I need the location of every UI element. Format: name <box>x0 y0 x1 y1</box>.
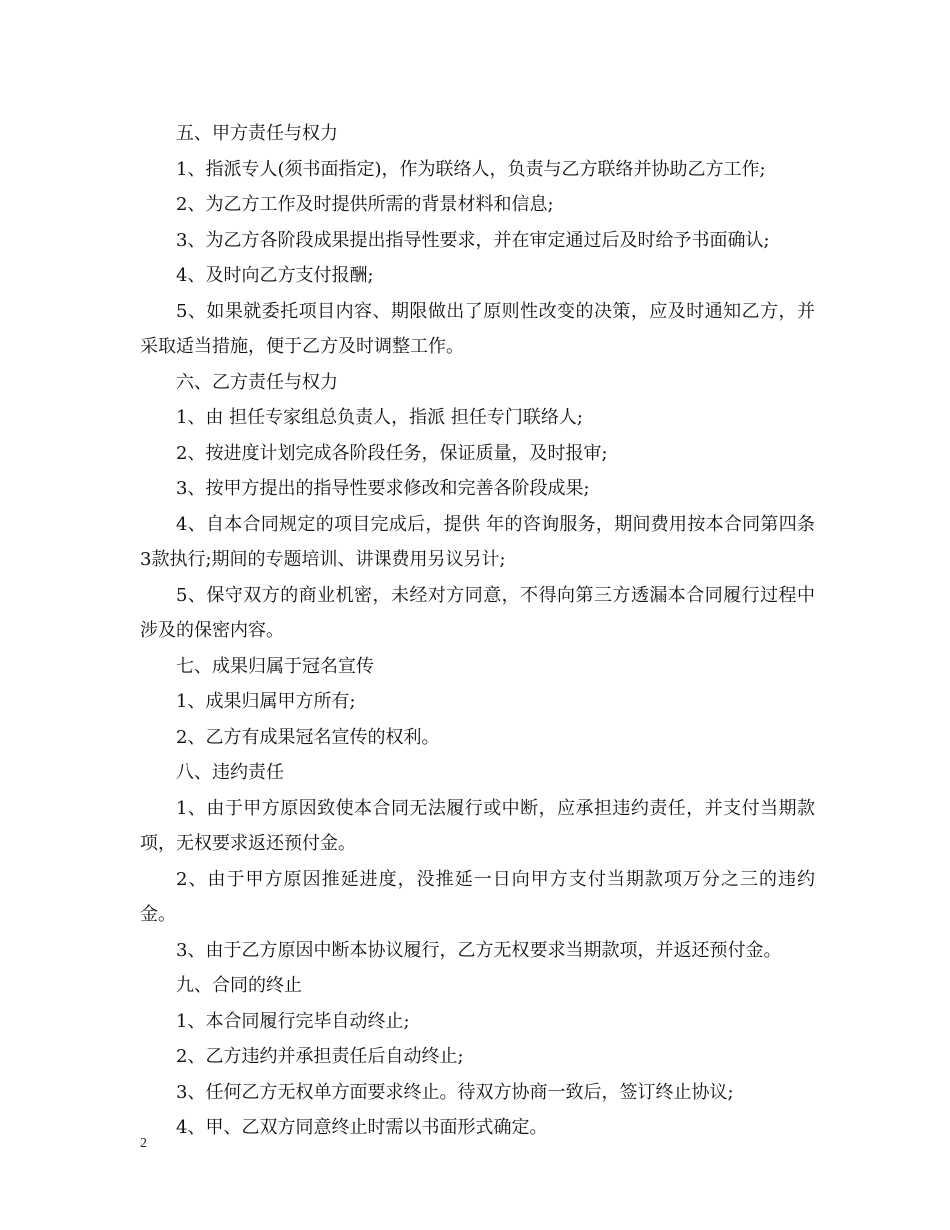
clause-paragraph: 4、自本合同规定的项目完成后，提供 年的咨询服务，期间费用按本合同第四条3款执行;期间的专题培训、讲课费用另议另计; <box>140 513 815 570</box>
clause-paragraph: 5、保守双方的商业机密，未经对方同意，不得向第三方透漏本合同履行过程中涉及的保密内容。 <box>140 584 815 641</box>
clause-paragraph: 3、任何乙方无权单方面要求终止。待双方协商一致后，签订终止协议; <box>176 1081 734 1103</box>
document-body <box>140 116 815 1146</box>
clause-paragraph: 3、按甲方提出的指导性要求修改和完善各阶段成果; <box>176 478 590 499</box>
clause-paragraph: 1、成果归属甲方所有; <box>176 691 356 712</box>
clause-paragraph: 3、为乙方各阶段成果提出指导性要求，并在审定通过后及时给予书面确认; <box>176 229 770 251</box>
clause-paragraph: 3、由于乙方原因中断本协议履行，乙方无权要求当期款项，并返还预付金。 <box>176 939 782 961</box>
section-heading-breach: 八、违约责任 <box>176 762 284 783</box>
clause-paragraph: 1、本合同履行完毕自动终止; <box>176 1010 410 1032</box>
section-heading-party-b: 六、乙方责任与权力 <box>176 371 338 393</box>
page-number: 2 <box>140 1136 147 1151</box>
clause-paragraph: 5、如果就委托项目内容、期限做出了原则性改变的决策，应及时通知乙方，并采取适当措施，便于乙方及时调整工作。 <box>140 300 815 357</box>
section-heading-termination: 九、合同的终止 <box>176 975 302 996</box>
clause-paragraph: 1、由于甲方原因致使本合同无法履行或中断，应承担违约责任，并支付当期款项，无权要求返还预付金。 <box>140 797 815 854</box>
clause-paragraph: 2、由于甲方原因推延进度，没推延一日向甲方支付当期款项万分之三的违约金。 <box>140 868 815 925</box>
clause-paragraph: 2、乙方有成果冠名宣传的权利。 <box>176 726 440 748</box>
section-heading-party-a: 五、甲方责任与权力 <box>176 123 338 144</box>
clause-paragraph: 1、由 担任专家组总负责人，指派 担任专门联络人; <box>176 407 583 428</box>
clause-paragraph: 4、及时向乙方支付报酬; <box>176 265 374 286</box>
clause-paragraph: 2、为乙方工作及时提供所需的背景材料和信息; <box>176 194 554 215</box>
section-heading-ownership: 七、成果归属于冠名宣传 <box>176 655 374 677</box>
clause-paragraph: 4、甲、乙双方同意终止时需以书面形式确定。 <box>176 1117 548 1138</box>
clause-paragraph: 2、按进度计划完成各阶段任务，保证质量，及时报审; <box>176 442 608 464</box>
clause-paragraph: 1、指派专人(须书面指定)，作为联络人，负责与乙方联络并协助乙方工作; <box>176 158 766 180</box>
clause-paragraph: 2、乙方违约并承担责任后自动终止; <box>176 1046 464 1067</box>
